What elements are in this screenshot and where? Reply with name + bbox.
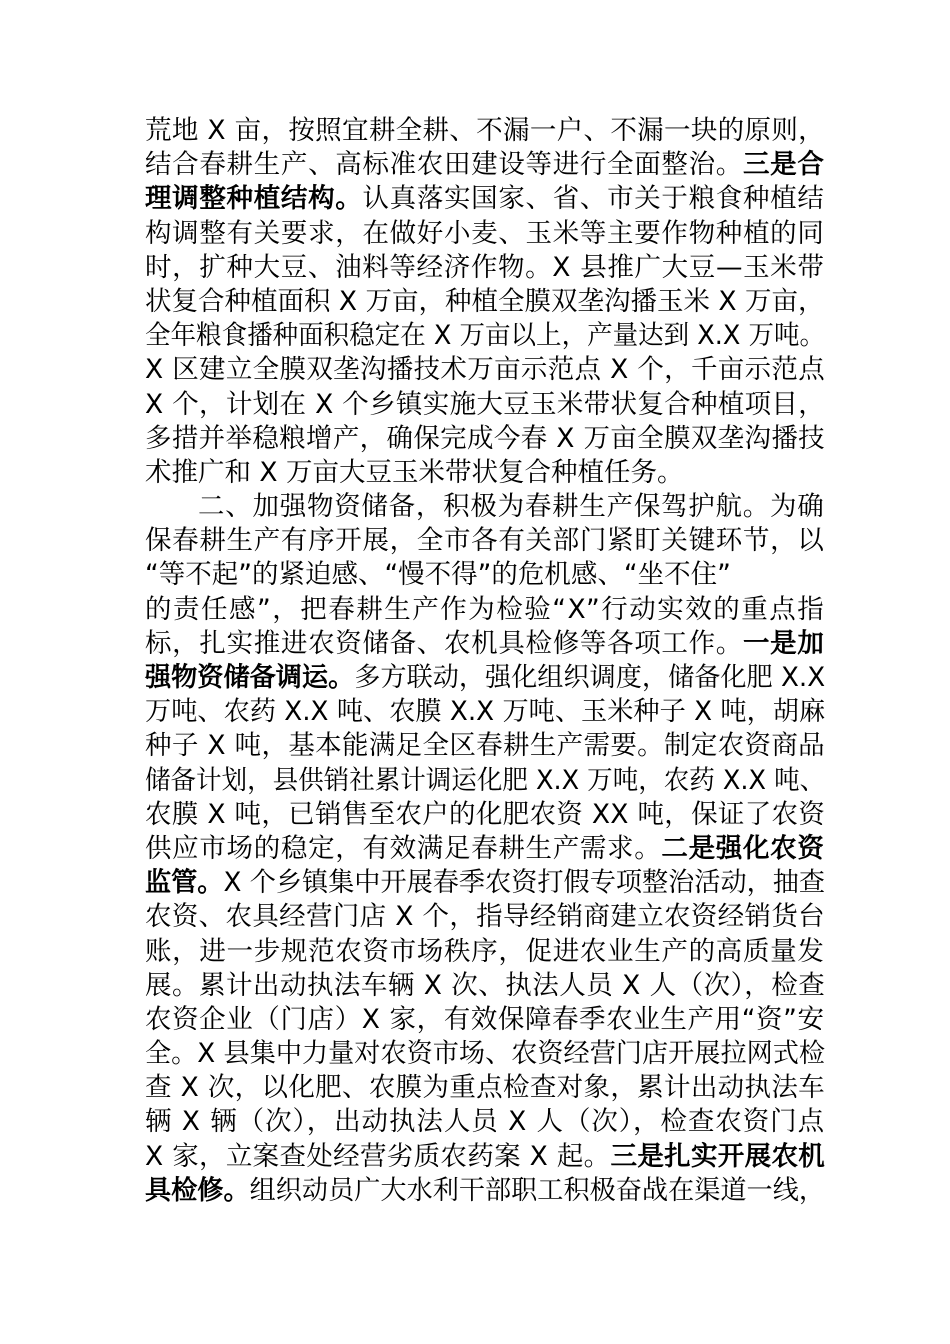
bold-text-segment: 一是加 <box>742 627 825 659</box>
bold-text-segment: 三是扎实开展农机 <box>610 1140 826 1172</box>
text-segment: “等不起”的紧迫感、“慢不得”的危机感、“坐不住” <box>145 559 731 591</box>
text-segment: 组织动员广大水利干部职工积极奋战在渠道一线， <box>249 1174 826 1206</box>
text-segment: 农膜 X 吨，已销售至农户的化肥农资 XX 吨，保证了农资 <box>145 798 826 830</box>
text-line <box>145 524 825 558</box>
text-segment: 荒地 X 亩，按照宜耕全耕、不漏一户、不漏一块的原则， <box>145 115 826 146</box>
text-segment: 农资、农具经营门店 X 个，指导经销商建立农资经销货台 <box>145 901 826 933</box>
text-segment: 展。累计出动执法车辆 X 次、执法人员 X 人（次），检查 <box>145 969 826 1001</box>
bold-text-segment: 具检修。 <box>145 1174 250 1206</box>
text-segment: X 家，立案查处经营劣质农药案 X 起。 <box>145 1140 611 1172</box>
text-segment: X 个乡镇集中开展春季农资打假专项整治活动，抽查 <box>223 867 826 899</box>
text-segment: X 区建立全膜双垄沟播技术万亩示范点 X 个，千亩示范点 <box>145 354 826 386</box>
text-line <box>145 217 825 251</box>
text-line <box>145 148 825 182</box>
text-line <box>145 1037 825 1071</box>
text-segment: 保春耕生产有序开展，全市各有关部门紧盯关键环节，以 <box>145 525 825 557</box>
text-line <box>145 661 825 695</box>
text-line <box>145 935 825 969</box>
text-line <box>145 182 825 216</box>
text-line <box>145 558 825 592</box>
text-line <box>145 490 825 524</box>
text-segment: 多措并举稳粮增产，确保完成今春 X 万亩全膜双垄沟播技 <box>145 422 826 454</box>
text-line <box>145 729 825 763</box>
text-segment: 农资企业（门店）X 家，有效保障春季农业生产用“资”安 <box>145 1003 825 1035</box>
bold-text-segment: 监管。 <box>145 867 224 899</box>
text-segment: 全年粮食播种面积稳定在 X 万亩以上，产量达到 X.X 万吨。 <box>145 320 826 352</box>
text-line <box>145 1003 825 1037</box>
text-line <box>145 388 825 422</box>
bold-text-segment: 理调整种植结构。 <box>145 183 363 215</box>
text-segment: 储备计划，县供销社累计调运化肥 X.X 万吨，农药 X.X 吨、 <box>145 764 826 796</box>
text-line <box>145 764 825 798</box>
text-line <box>145 285 825 319</box>
text-line <box>145 353 825 387</box>
text-line <box>145 593 825 627</box>
text-segment: 状复合种植面积 X 万亩，种植全膜双垄沟播玉米 X 万亩， <box>145 285 825 317</box>
text-line <box>145 798 825 832</box>
text-line <box>145 695 825 729</box>
text-segment: 万吨、农药 X.X 吨、农膜 X.X 万吨、玉米种子 X 吨，胡麻 <box>145 696 826 728</box>
text-line <box>145 319 825 353</box>
text-segment: 时，扩种大豆、油料等经济作物。X 县推广大豆—玉米带 <box>145 251 825 283</box>
text-line <box>145 251 825 285</box>
bold-text-segment: 三是合 <box>742 149 825 181</box>
bold-text-segment: 强物资储备调运。 <box>145 662 355 693</box>
text-line <box>145 1174 825 1208</box>
text-segment: 标，扎实推进农资储备、农机具检修等各项工作。 <box>145 627 743 659</box>
text-segment: 供应市场的稳定，有效满足春耕生产需求。 <box>145 832 662 864</box>
text-segment: 全。X 县集中力量对农资市场、农资经营门店开展拉网式检 <box>145 1038 826 1070</box>
text-segment: 查 X 次，以化肥、农膜为重点检查对象，累计出动执法车 <box>145 1072 826 1104</box>
body-text <box>145 114 825 1208</box>
text-segment: 辆 X 辆（次），出动执法人员 X 人（次），检查农资门点 <box>145 1106 826 1138</box>
text-line <box>145 900 825 934</box>
text-segment: 术推广和 X 万亩大豆玉米带状复合种植任务。 <box>145 456 684 488</box>
text-segment: 认真落实国家、省、市关于粮食种植结 <box>362 183 825 215</box>
text-segment: 的责任感”，把春耕生产作为检验“X”行动实效的重点指 <box>145 593 826 625</box>
text-segment: 种子 X 吨，基本能满足全区春耕生产需要。制定农资商品 <box>145 730 826 762</box>
bold-text-segment: 二是强化农资 <box>661 832 825 864</box>
text-segment: 账，进一步规范农资市场秩序，促进农业生产的高质量发 <box>145 935 825 967</box>
text-line <box>145 1105 825 1139</box>
text-segment: 多方联动，强化组织调度，储备化肥 X.X <box>354 662 826 693</box>
text-line <box>145 114 825 148</box>
text-segment: 构调整有关要求，在做好小麦、玉米等主要作物种植的同 <box>145 217 825 249</box>
text-line <box>145 969 825 1003</box>
text-line <box>145 1071 825 1105</box>
text-line <box>145 866 825 900</box>
text-segment: 二、加强物资储备，积极为春耕生产保驾护航。为确 <box>198 491 825 523</box>
text-segment: 结合春耕生产、高标准农田建设等进行全面整治。 <box>145 149 743 181</box>
text-line <box>145 456 825 490</box>
text-segment: X 个，计划在 X 个乡镇实施大豆玉米带状复合种植项目， <box>145 388 826 420</box>
text-line <box>145 1140 825 1174</box>
text-line <box>145 832 825 866</box>
text-line <box>145 422 825 456</box>
text-line <box>145 627 825 661</box>
